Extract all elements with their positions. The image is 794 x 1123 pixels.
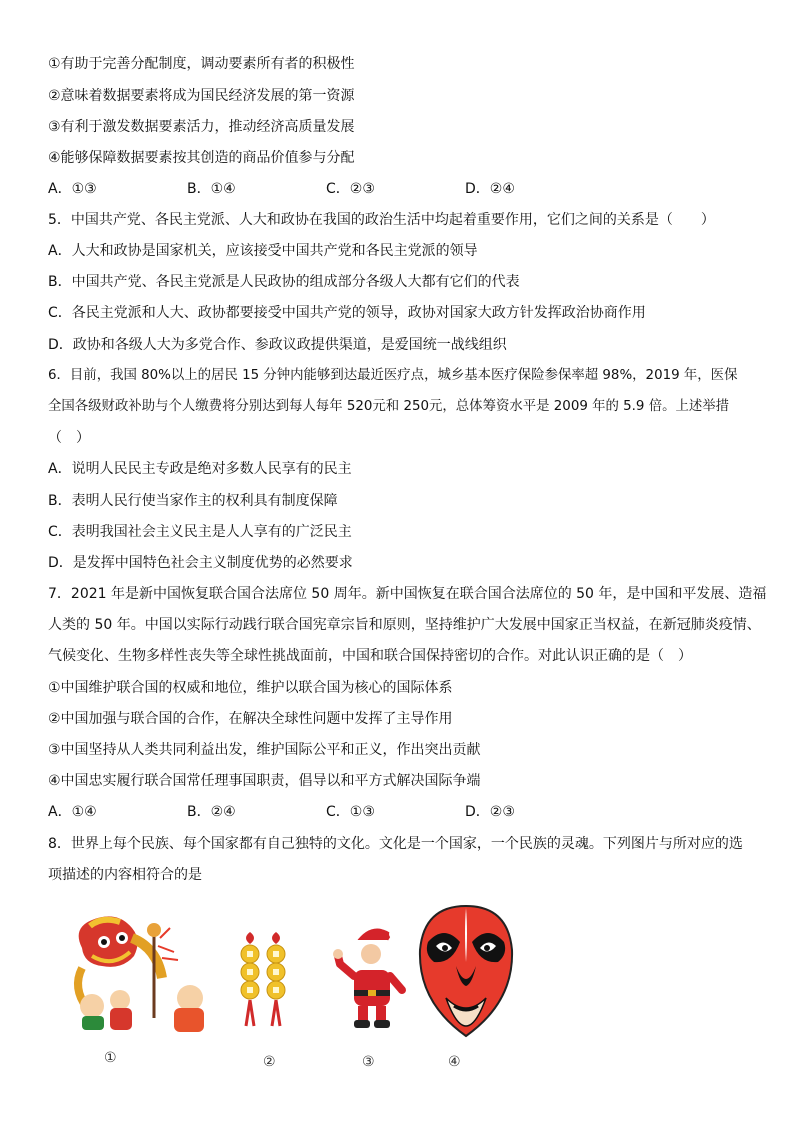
q7-option-d[interactable]: D．②③ <box>465 804 515 820</box>
lion-dance-icon <box>62 908 212 1038</box>
q7-statement-3: ③中国坚持从人类共同利益出发，维护国际公平和正义，作出突出贡献 <box>48 742 481 758</box>
figure-4-caption: ④ <box>448 1054 461 1070</box>
q4-option-d[interactable]: D．②④ <box>465 181 515 197</box>
q7-statement-4: ④中国忠实履行联合国常任理事国职责，倡导以和平方式解决国际争端 <box>48 773 481 789</box>
q4-option-b[interactable]: B．①④ <box>187 181 236 197</box>
figure-1-caption: ① <box>104 1050 117 1066</box>
q6-option-a[interactable]: A．说明人民民主专政是绝对多数人民享有的民主 <box>48 461 352 477</box>
q4-statement-3: ③有利于激发数据要素活力，推动经济高质量发展 <box>48 119 355 135</box>
q6-stem-line-2: 全国各级财政补助与个人缴费将分别达到每人每年 520元和 250元，总体筹资水平是 2009 年的 5.9 倍。上述举措 <box>48 399 730 414</box>
q5-option-d[interactable]: D．政协和各级人大为多党合作、参政议政提供渠道，是爱国统一战线组织 <box>48 337 507 353</box>
q6-option-c[interactable]: C．表明我国社会主义民主是人人享有的广泛民主 <box>48 524 352 540</box>
q7-stem-line-3: 气候变化、生物多样性丧失等全球性挑战面前，中国和联合国保持密切的合作。对此认识正确的是（ ） <box>48 648 692 664</box>
q6-option-d[interactable]: D．是发挥中国特色社会主义制度优势的必然要求 <box>48 555 353 571</box>
q6-stem-line-1: 6．目前，我国 80%以上的居民 15 分钟内能够到达最近医疗点，城乡基本医疗保险参保率超 98%，2019 年，医保 <box>48 368 738 383</box>
q4-option-c[interactable]: C．②③ <box>326 181 375 197</box>
q7-stem-line-2: 人类的 50 年。中国以实际行动践行联合国宪章宗旨和原则，坚持维护广大发展中国家正当权益，在新冠肺炎疫情、 <box>48 617 761 633</box>
q5-option-b[interactable]: B．中国共产党、各民主党派是人民政协的组成部分各级人大都有它们的代表 <box>48 274 520 290</box>
chinese-knot-coins-icon <box>236 930 292 1030</box>
q7-statement-2: ②中国加强与联合国的合作，在解决全球性问题中发挥了主导作用 <box>48 711 453 727</box>
q5-option-a[interactable]: A．人大和政协是国家机关，应该接受中国共产党和各民主党派的领导 <box>48 243 478 259</box>
figure-2-caption: ② <box>263 1054 276 1070</box>
q7-option-b[interactable]: B．②④ <box>187 804 236 820</box>
q5-stem: 5．中国共产党、各民主党派、人大和政协在我国的政治生活中均起着重要作用，它们之间的关系是（ ） <box>48 212 715 228</box>
q4-options <box>48 179 604 199</box>
figure-3-caption: ③ <box>362 1054 375 1070</box>
q6-option-b[interactable]: B．表明人民行使当家作主的权利具有制度保障 <box>48 493 338 509</box>
q7-statement-1: ①中国维护联合国的权威和地位，维护以联合国为核心的国际体系 <box>48 680 453 696</box>
q7-stem-line-1: 7．2021 年是新中国恢复联合国合法席位 50 周年。新中国恢复在联合国合法席位的 50 年，是中国和平发展、造福 <box>48 586 767 602</box>
q6-stem-line-3: （ ） <box>48 430 90 446</box>
q4-option-a[interactable]: A．①③ <box>48 181 97 197</box>
q8-figures <box>0 900 794 1100</box>
q4-statement-4: ④能够保障数据要素按其创造的商品价值参与分配 <box>48 150 355 166</box>
q8-stem-line-2: 项描述的内容相符合的是 <box>48 867 202 883</box>
q7-option-a[interactable]: A．①④ <box>48 804 97 820</box>
q5-option-c[interactable]: C．各民主党派和人大、政协都要接受中国共产党的领导，政协对国家大政方针发挥政治协商作用 <box>48 305 646 321</box>
q7-options <box>48 802 604 822</box>
opera-mask-icon <box>416 902 516 1040</box>
q4-statement-2: ②意味着数据要素将成为国民经济发展的第一资源 <box>48 88 355 104</box>
q8-stem-line-1: 8．世界上每个民族、每个国家都有自己独特的文化。文化是一个国家，一个民族的灵魂。下列图片与所对应的选 <box>48 836 743 852</box>
q4-statement-1: ①有助于完善分配制度，调动要素所有者的积极性 <box>48 56 355 72</box>
santa-claus-icon <box>332 920 408 1030</box>
q7-option-c[interactable]: C．①③ <box>326 804 375 820</box>
